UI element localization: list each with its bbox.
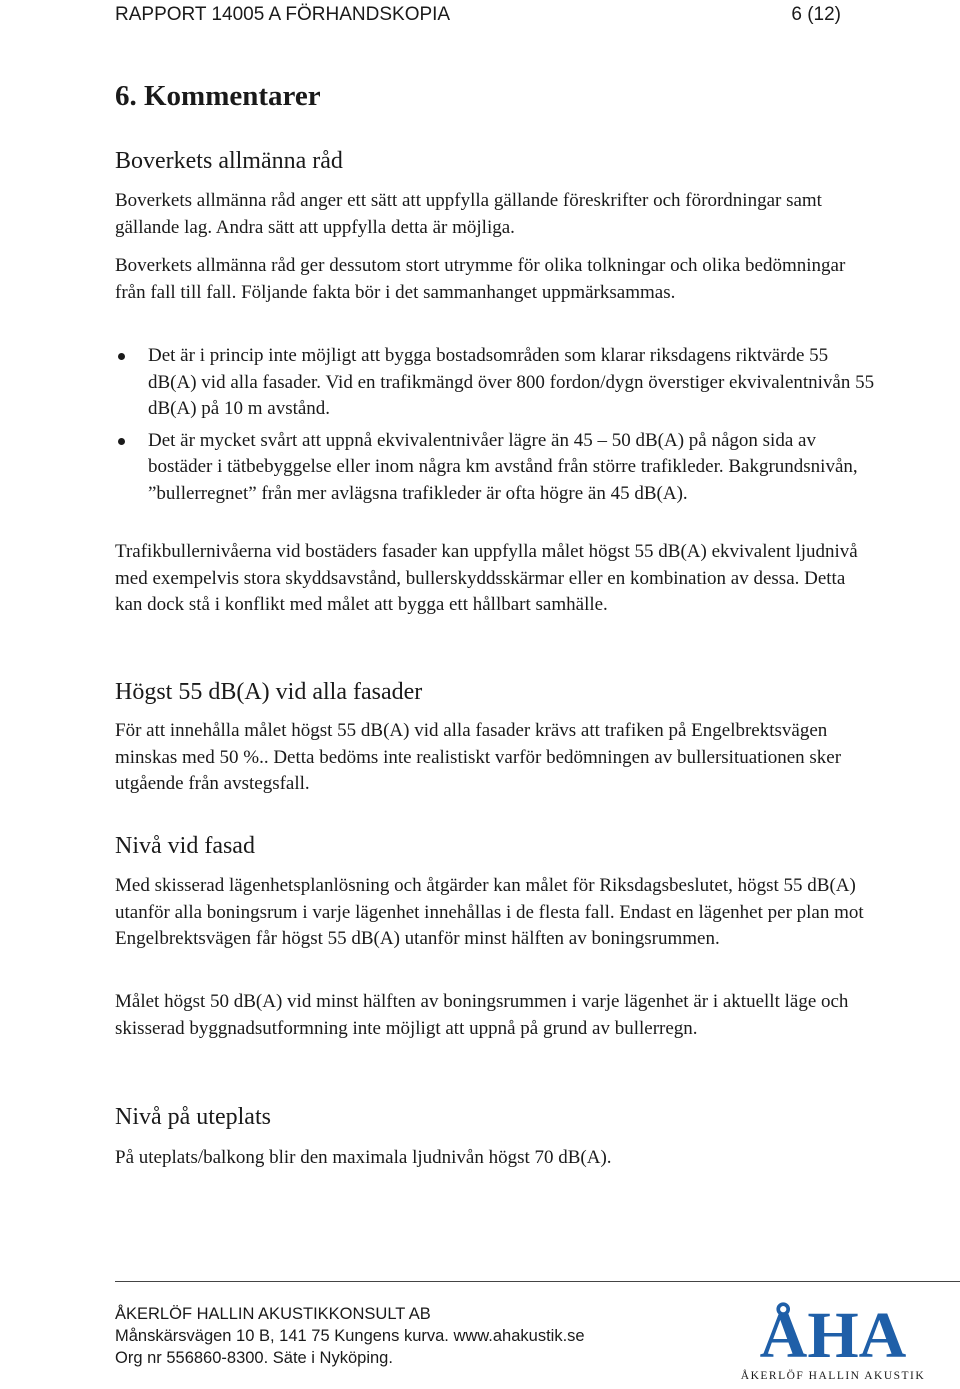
- fact-list: [115, 343, 875, 507]
- bullet-icon: [118, 438, 125, 445]
- fasad-paragraph-2: Målet högst 50 dB(A) vid minst hälften av boningsrummen i varje lägenhet är i aktuellt läge och skisserad byggnadsutformning inte möjligt att uppnå på grund av bullerregn.: [115, 991, 849, 1039]
- boverket-paragraph-2: Boverkets allmänna råd ger dessutom stort utrymme för olika tolkningar och olika bedömningar från fall till fall. Följande fakta bör i det sammanhanget uppmärksammas.: [115, 255, 846, 303]
- page-number: 6 (12): [791, 4, 841, 25]
- company-name: ÅKERLÖF HALLIN AKUSTIKKONSULT AB: [115, 1305, 431, 1323]
- section-title: 6. Kommentarer: [115, 80, 321, 112]
- report-title: RAPPORT 14005 A FÖRHANDSKOPIA: [115, 4, 451, 25]
- list-item-text: Det är i princip inte möjligt att bygga bostadsområden som klarar riksdagens riktvärde 55 dB(A) vid alla fasader. Vid en trafikmängd över 800 fordon/dygn överstiger ekvivalentnivån 55 dB(A) på 10 m avstånd.: [148, 345, 875, 419]
- boverket-paragraph-3: Trafikbullernivåerna vid bostäders fasader kan uppfylla målet högst 55 dB(A) ekvivalent ljudnivå med exempelvis stora skyddsavstånd, bullerskyddsskärmar eller en kombination av dessa. Detta kan dock stå i konflikt med målet att bygga ett hållbart samhälle.: [115, 541, 858, 615]
- logo-letters: ÅHA: [759, 1299, 907, 1372]
- uteplats-heading: Nivå på uteplats: [115, 1104, 271, 1130]
- footer-contact: [115, 1303, 585, 1369]
- list-item: [115, 428, 875, 508]
- company-org-number: Org nr 556860-8300. Säte i Nyköping.: [115, 1349, 393, 1367]
- fasad-heading: Nivå vid fasad: [115, 833, 255, 859]
- hogst-heading: Högst 55 dB(A) vid alla fasader: [115, 679, 423, 705]
- boverket-paragraph-1: Boverkets allmänna råd anger ett sätt att uppfylla gällande föreskrifter och förordningar samt gällande lag. Andra sätt att uppfylla detta är möjliga.: [115, 190, 822, 238]
- fasad-paragraph-1: Med skisserad lägenhetsplanlösning och åtgärder kan målet för Riksdagsbeslutet, högst 55 dB(A) utanför alla boningsrum i varje lägenhet innehållas i de flesta fall. Endast en lägenhet per plan mot Engelbrektsvägen får högst 55 dB(A) utanför minst hälften av boningsrummen.: [115, 875, 864, 949]
- list-item-text: Det är mycket svårt att uppnå ekvivalentnivåer lägre än 45 – 50 dB(A) på någon sida av bostäder i tätbebyggelse eller inom några km avstånd från större trafikleder. Bakgrundsnivån, ”bullerregnet” från mer avlägsna trafikleder är ofta högre än 45 dB(A).: [148, 429, 858, 504]
- logo-tagline: ÅKERLÖF HALLIN AKUSTIK: [740, 1370, 926, 1382]
- hogst-paragraph: För att innehålla målet högst 55 dB(A) vid alla fasader krävs att trafiken på Engelbrektsvägen minskas med 50 %.. Detta bedöms inte realistiskt varför bedömningen av bullersituationen sker utgående från avstegsfall.: [115, 720, 842, 794]
- page-header: [115, 4, 841, 28]
- uteplats-paragraph: På uteplats/balkong blir den maximala ljudnivån högst 70 dB(A).: [115, 1147, 612, 1168]
- list-item: [115, 343, 875, 423]
- company-address: Månskärsvägen 10 B, 141 75 Kungens kurva. www.ahakustik.se: [115, 1327, 585, 1345]
- boverket-heading: Boverkets allmänna råd: [115, 148, 343, 174]
- aha-logo: [735, 1295, 931, 1389]
- footer-divider: [115, 1281, 960, 1282]
- bullet-icon: [118, 353, 125, 360]
